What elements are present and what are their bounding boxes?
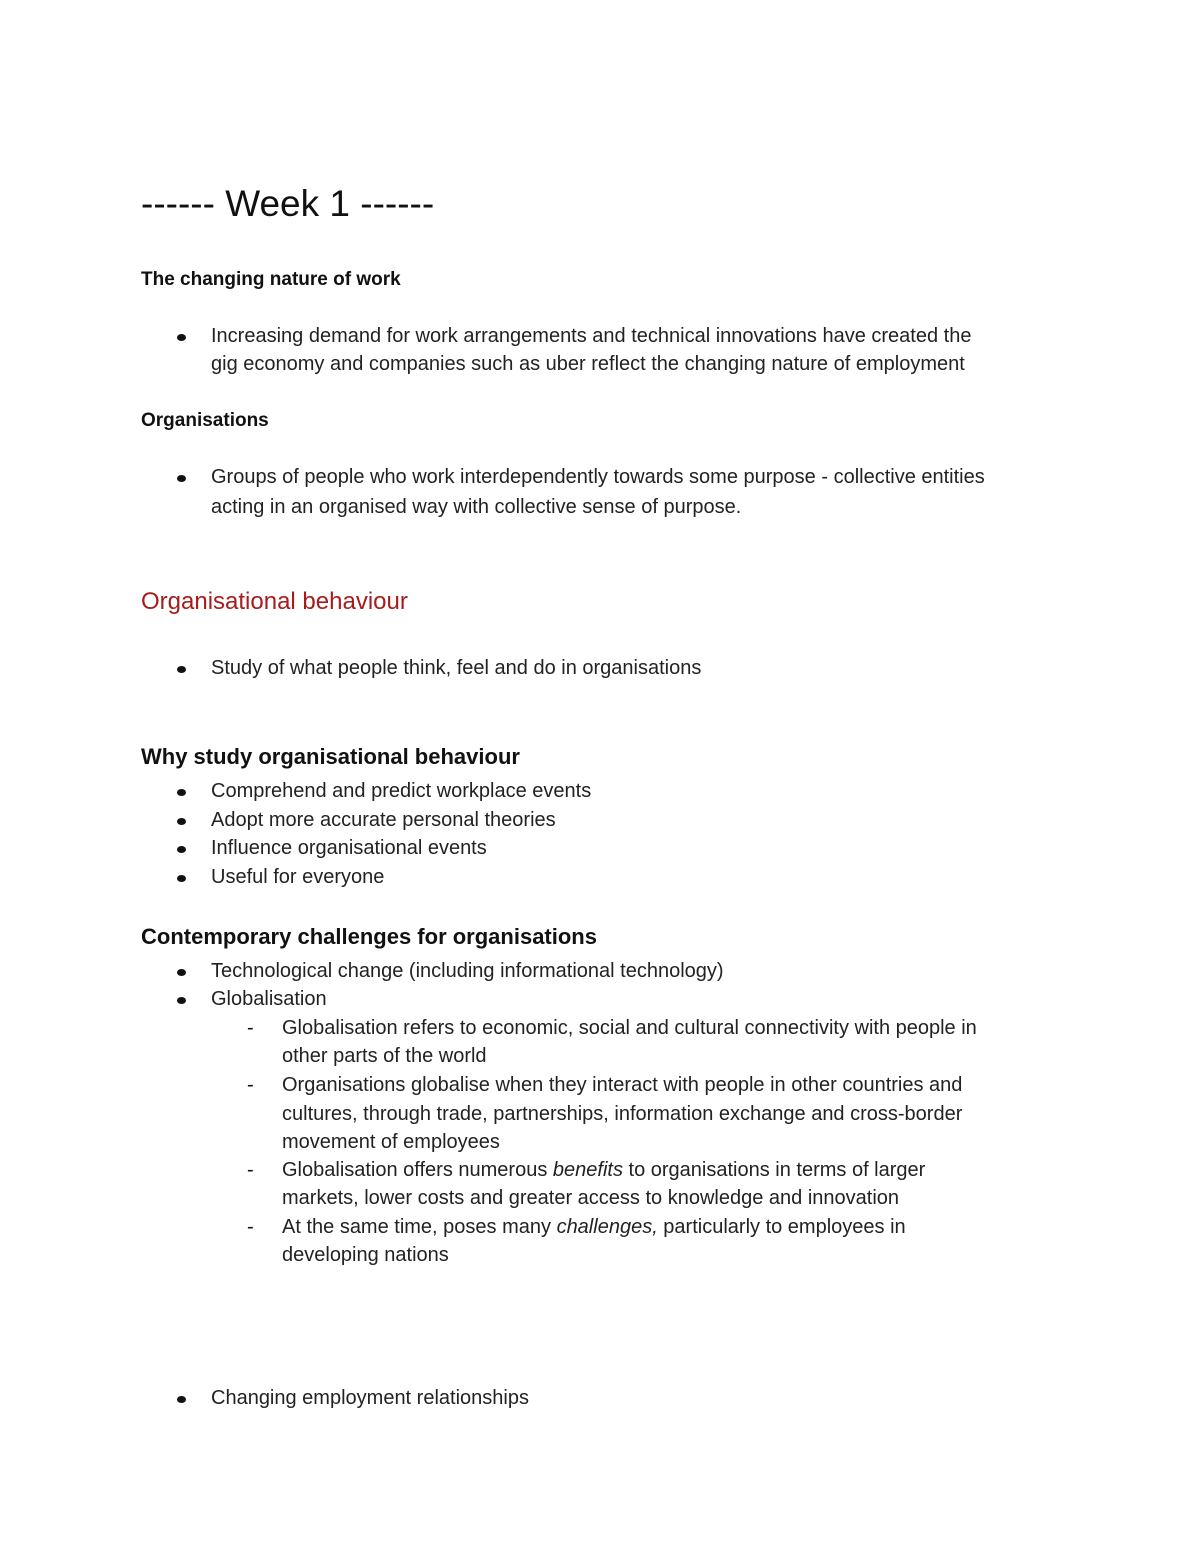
heading-organisational-behaviour: Organisational behaviour: [141, 588, 408, 615]
globalisation-sub4-emphasis: challenges,: [556, 1216, 658, 1238]
bullet-icon: [177, 789, 186, 796]
changing-nature-bullet-line2: gig economy and companies such as uber reflect the changing nature of employment: [211, 353, 965, 375]
globalisation-sub3-text-pre: Globalisation offers numerous: [282, 1159, 553, 1181]
challenges-item-globalisation: Globalisation: [211, 988, 327, 1010]
bullet-icon: [177, 969, 186, 976]
heading-why-study: Why study organisational behaviour: [141, 744, 520, 769]
bullet-icon: [177, 846, 186, 853]
bullet-icon: [177, 666, 186, 673]
organisations-bullet-line2: acting in an organised way with collective sense of purpose.: [211, 496, 742, 518]
globalisation-sub4-text-post: particularly to employees in: [657, 1216, 906, 1238]
bullet-icon: [177, 818, 186, 825]
org-behaviour-bullet: Study of what people think, feel and do in organisations: [211, 657, 702, 679]
heading-organisations: Organisations: [141, 410, 269, 431]
challenges-item-technological: Technological change (including informational technology): [211, 960, 724, 982]
globalisation-sub3-text-post: to organisations in terms of larger: [622, 1159, 926, 1181]
globalisation-sub2-line2: cultures, through trade, partnerships, information exchange and cross-border: [282, 1103, 963, 1125]
changing-nature-bullet-line1: Increasing demand for work arrangements and technical innovations have created the: [211, 325, 972, 347]
dash-marker: -: [247, 1159, 254, 1181]
globalisation-sub3-line1: [282, 1156, 925, 1184]
why-study-item: Comprehend and predict workplace events: [211, 780, 592, 802]
globalisation-sub3-line2: markets, lower costs and greater access to knowledge and innovation: [282, 1187, 900, 1209]
heading-contemporary-challenges: Contemporary challenges for organisations: [141, 924, 597, 949]
dash-marker: -: [247, 1216, 254, 1238]
why-study-item: Adopt more accurate personal theories: [211, 809, 556, 831]
globalisation-sub4-text-pre: At the same time, poses many: [282, 1216, 557, 1238]
globalisation-sub1-line2: other parts of the world: [282, 1045, 487, 1067]
globalisation-sub1-line1: Globalisation refers to economic, social and cultural connectivity with people in: [282, 1017, 977, 1039]
bullet-icon: [177, 334, 186, 341]
heading-changing-nature: The changing nature of work: [141, 269, 401, 290]
globalisation-sub4-line2: developing nations: [282, 1244, 449, 1266]
bullet-icon: [177, 475, 186, 482]
why-study-item: Influence organisational events: [211, 837, 487, 859]
globalisation-sub4-line1: [282, 1213, 906, 1241]
organisations-bullet-line1: Groups of people who work interdependently towards some purpose - collective entities: [211, 466, 985, 488]
globalisation-sub2-line1: Organisations globalise when they interact with people in other countries and: [282, 1074, 963, 1096]
challenges-item-employment: Changing employment relationships: [211, 1387, 529, 1409]
why-study-item: Useful for everyone: [211, 866, 385, 888]
bullet-icon: [177, 875, 186, 882]
dash-marker: -: [247, 1074, 254, 1096]
dash-marker: -: [247, 1017, 254, 1039]
globalisation-sub3-emphasis: benefits: [552, 1159, 623, 1181]
bullet-icon: [177, 997, 186, 1004]
page-title: ------ Week 1 ------: [141, 183, 435, 224]
globalisation-sub2-line3: movement of employees: [282, 1131, 500, 1153]
bullet-icon: [177, 1396, 186, 1403]
